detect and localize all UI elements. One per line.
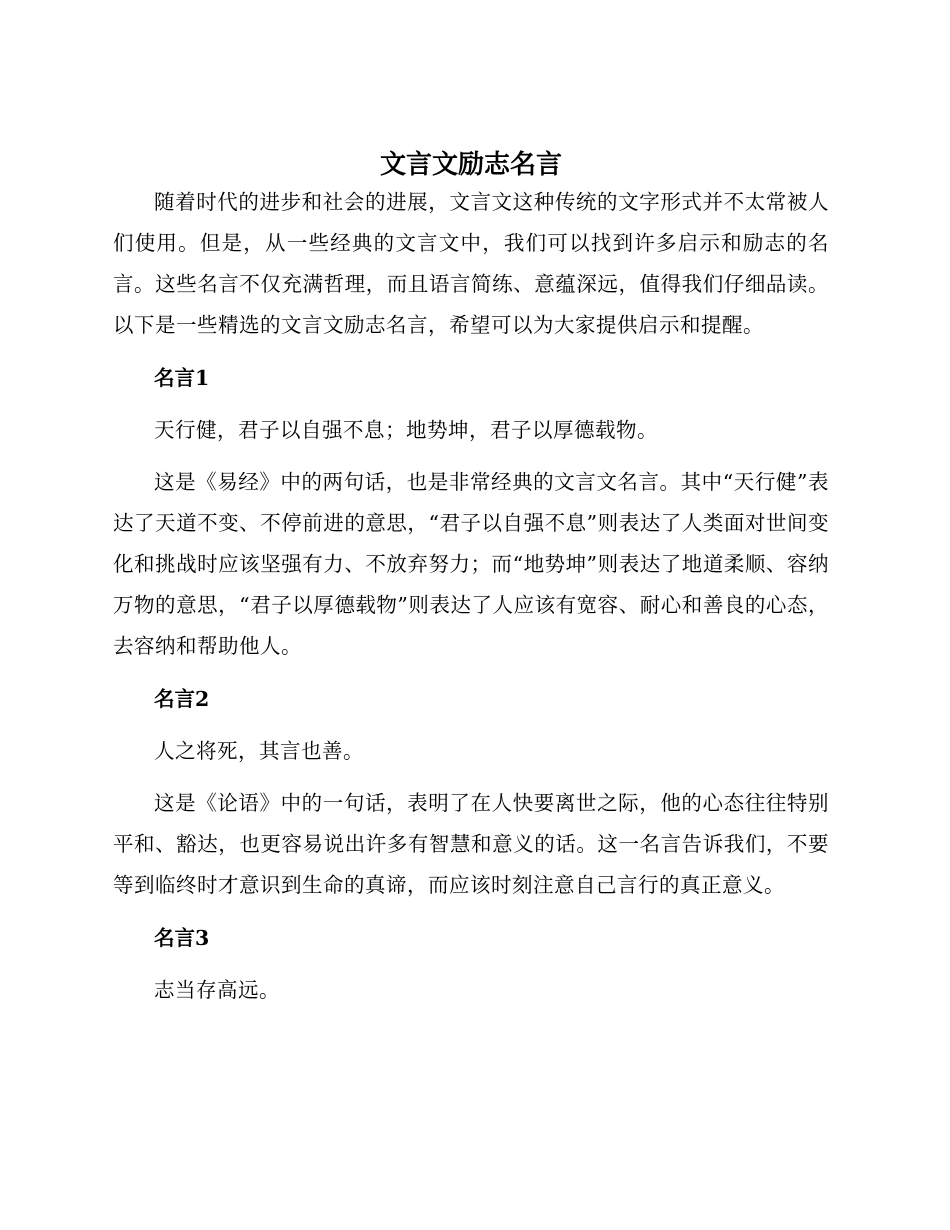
explanation-1: 这是《易经》中的两句话，也是非常经典的文言文名言。其中“天行健”表达了天道不变、不停前进的意思，“君子以自强不息”则表达了人类面对世间变化和挑战时应该坚强有力、不放弃努力；而“地势坤”则表达了地道柔顺、容纳万物的意思，“君子以厚德载物”则表达了人应该有宽容、耐心和善良的心态，去容纳和帮助他人。: [113, 470, 829, 658]
section-heading-3: 名言3: [154, 926, 210, 950]
quote-1: 天行健，君子以自强不息；地势坤，君子以厚德载物。: [154, 418, 658, 442]
intro-paragraph: 随着时代的进步和社会的进展，文言文这种传统的文字形式并不太常被人们使用。但是，从一些经典的文言文中，我们可以找到许多启示和励志的名言。这些名言不仅充满哲理，而且语言简练、意蕴深远，值得我们仔细品读。以下是一些精选的文言文励志名言，希望可以为大家提供启示和提醒。: [113, 190, 829, 337]
explanation-2: 这是《论语》中的一句话，表明了在人快要离世之际，他的心态往往特别平和、豁达，也更容易说出许多有智慧和意义的话。这一名言告诉我们，不要等到临终时才意识到生命的真谛，而应该时刻注意自己言行的真正意义。: [113, 791, 829, 897]
document-title: 文言文励志名言: [379, 150, 562, 180]
section-heading-1: 名言1: [154, 366, 210, 390]
section-heading-2: 名言2: [154, 687, 210, 711]
quote-3: 志当存高远。: [154, 978, 280, 1002]
document-body: [113, 148, 829, 1011]
quote-2: 人之将死，其言也善。: [154, 739, 364, 763]
